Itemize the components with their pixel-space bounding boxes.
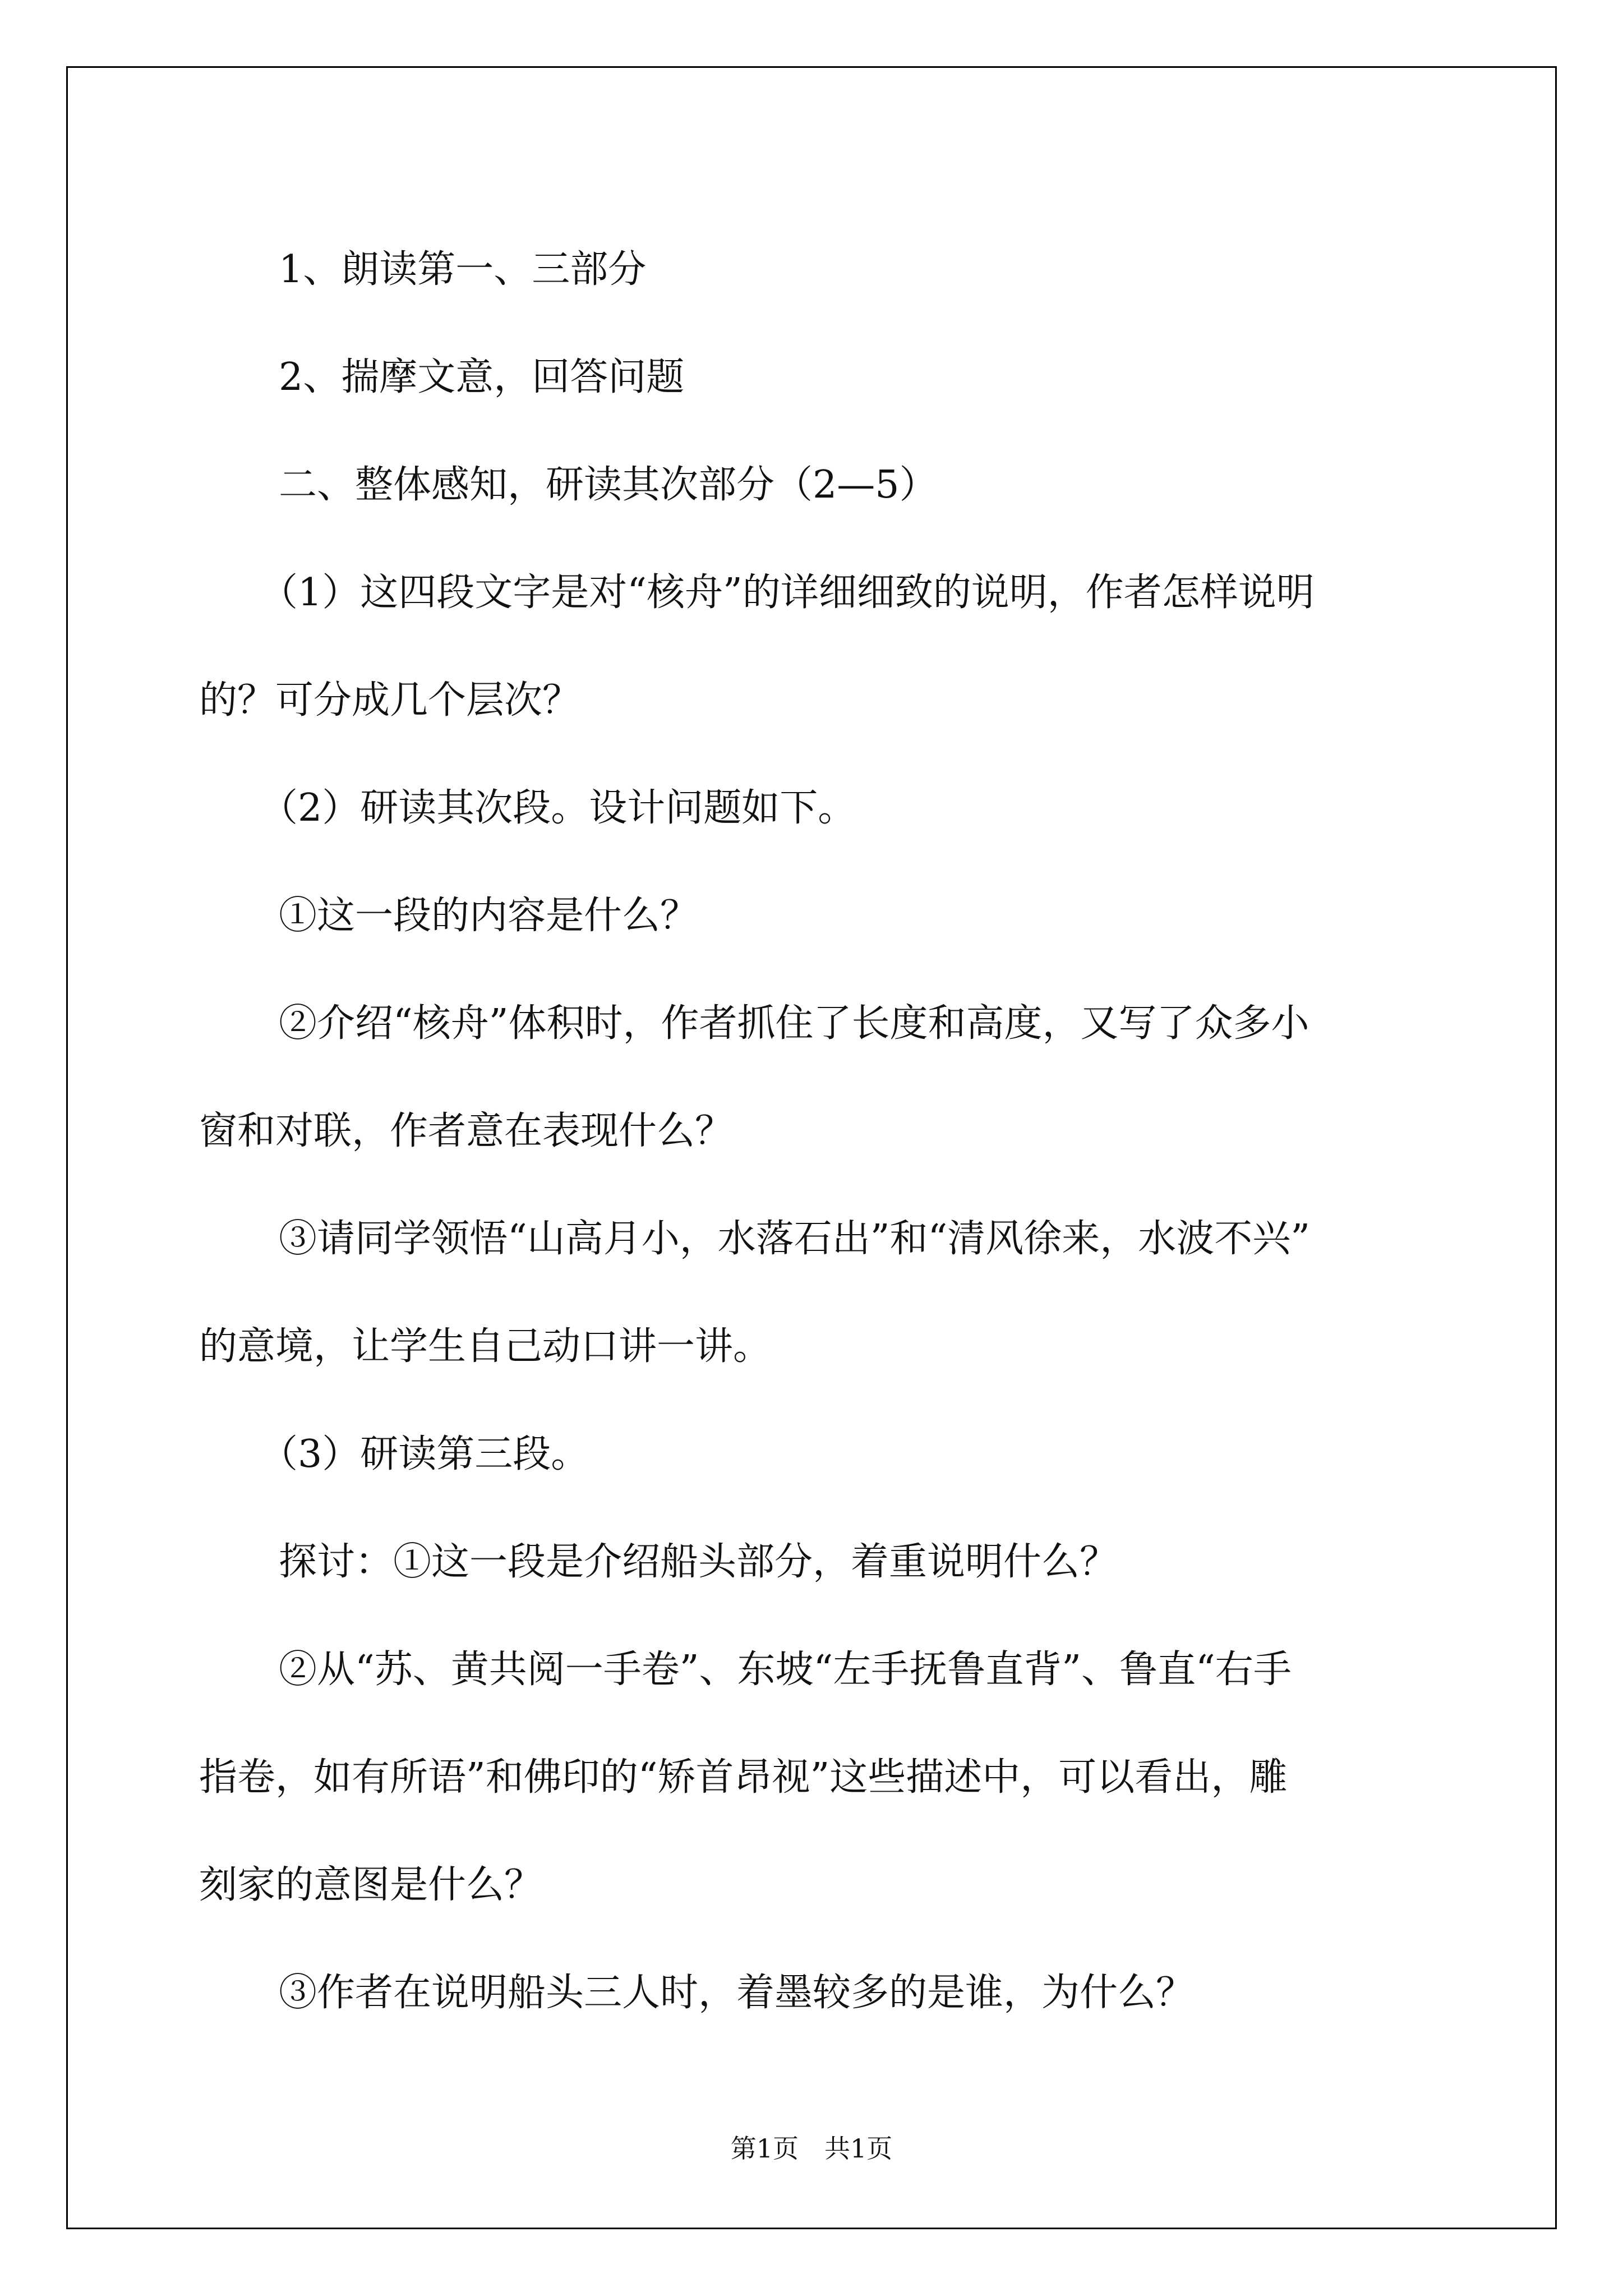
paragraph: （1）这四段文字是对“核舟”的详细细致的说明，作者怎样说明 bbox=[260, 570, 1315, 615]
paragraph: ②介绍“核舟”体积时，作者抓住了长度和高度，又写了众多小 bbox=[279, 1001, 1310, 1046]
document-body bbox=[199, 216, 1472, 2047]
paragraph: 的意境，让学生自己动口讲一讲。 bbox=[199, 1324, 772, 1369]
paragraph: 窗和对联，作者意在表现什么？ bbox=[199, 1109, 734, 1153]
paragraph: ②从“苏、黄共阅一手卷”、东坡“左手抚鲁直背”、鲁直“右手 bbox=[279, 1648, 1292, 1692]
paragraph: （3）研读第三段。 bbox=[260, 1432, 589, 1476]
paragraph: 2、揣摩文意，回答问题 bbox=[279, 355, 685, 399]
paragraph: 二、整体感知，研读其次部分（2—5） bbox=[279, 463, 938, 507]
paragraph: 指卷，如有所语”和佛印的“矫首昂视”这些描述中，可以看出，雕 bbox=[199, 1755, 1288, 1800]
paragraph: （2）研读其次段。设计问题如下。 bbox=[260, 786, 856, 830]
paragraph: 探讨：①这一段是介绍船头部分，着重说明什么？ bbox=[279, 1540, 1118, 1584]
paragraph: ③请同学领悟“山高月小，水落石出”和“清风徐来，水波不兴” bbox=[279, 1217, 1311, 1261]
paragraph: 刻家的意图是什么？ bbox=[199, 1863, 543, 1907]
page-footer bbox=[0, 2132, 1623, 2165]
paragraph: ③作者在说明船头三人时，着墨较多的是谁，为什么？ bbox=[279, 1971, 1195, 2015]
page-number: 第1页 共1页 bbox=[730, 2133, 893, 2164]
paragraph: 1、朗读第一、三部分 bbox=[279, 247, 647, 292]
paragraph: 的？可分成几个层次？ bbox=[199, 678, 581, 723]
paragraph: ①这一段的内容是什么？ bbox=[279, 894, 699, 938]
